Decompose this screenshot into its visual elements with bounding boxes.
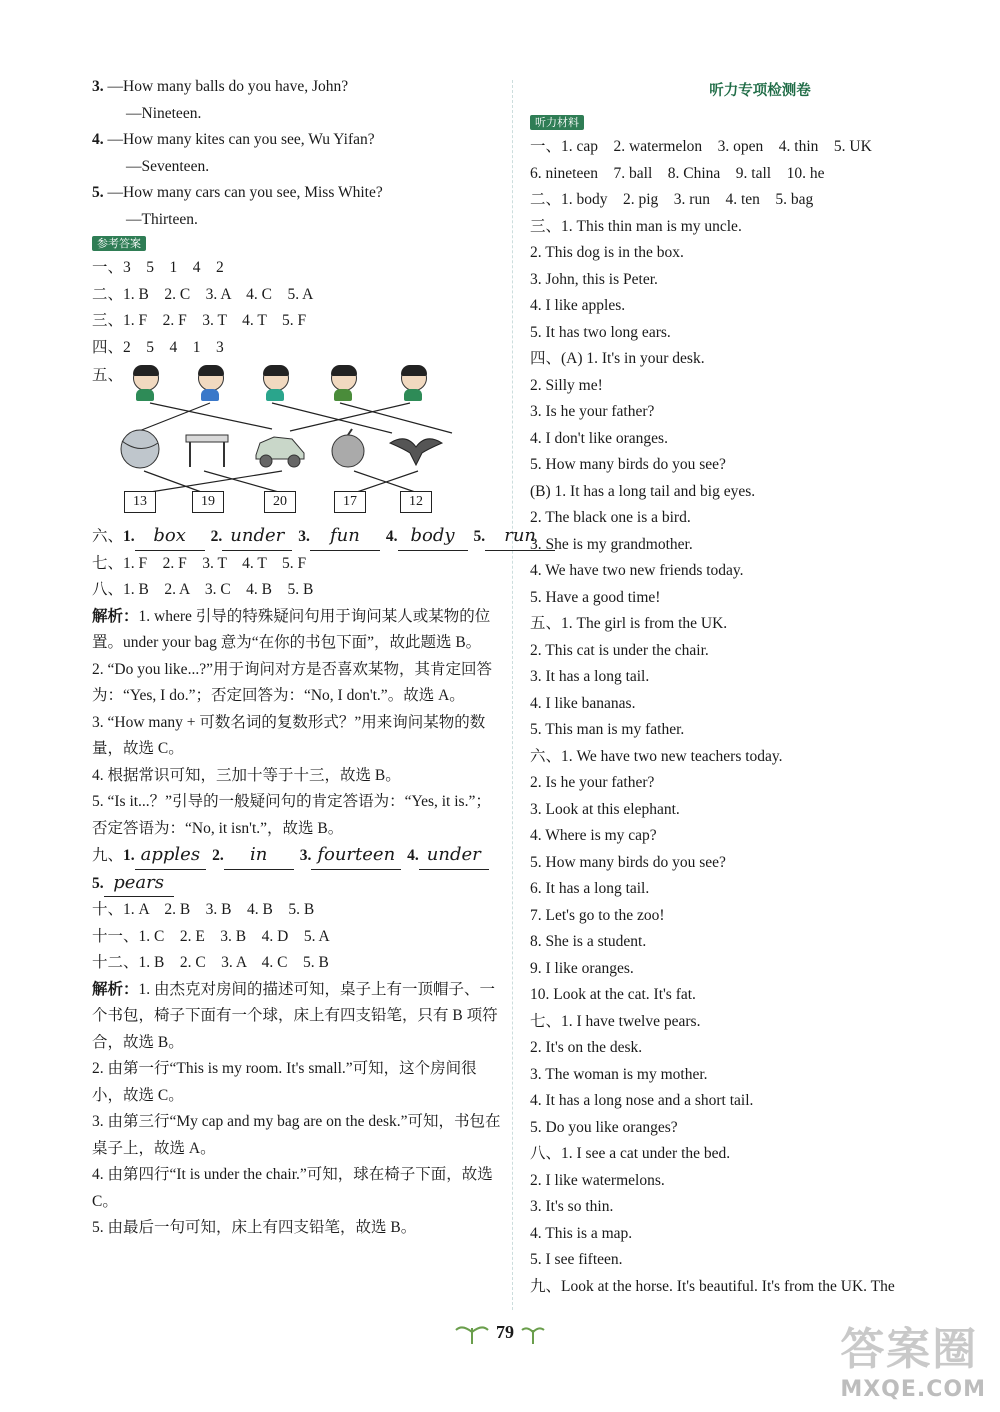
answer-label: 参考答案 bbox=[92, 236, 146, 251]
number-box: 19 bbox=[192, 491, 224, 513]
script-line: 6. It has a long tail. bbox=[530, 880, 650, 897]
script-line: 2. I like watermelons. bbox=[530, 1171, 665, 1189]
handwritten-answers bbox=[123, 844, 495, 865]
answer-section-5-label: 五、 bbox=[92, 367, 124, 384]
answer-section-7: 七、1. F 2. F 3. T 4. T 5. F bbox=[92, 554, 307, 572]
leaf-left-icon bbox=[452, 1322, 492, 1346]
item-number: 4. bbox=[385, 528, 398, 545]
script-line: 5. It has two long ears. bbox=[530, 323, 671, 341]
script-line: 2. The black one is a bird. bbox=[530, 509, 691, 526]
watermark bbox=[840, 1313, 986, 1402]
dialogue-text: —Thirteen. bbox=[126, 210, 198, 228]
dialogue-line bbox=[92, 207, 502, 234]
explanation-text: 3. 由第三行“My cap and my bag are on the desk.”可知，书包在桌子上，故选 A。 bbox=[92, 1113, 501, 1157]
item-number: 4. bbox=[92, 131, 104, 148]
item-number: 1. bbox=[123, 847, 135, 864]
explanation-item bbox=[92, 977, 502, 1057]
script-line: 2. Is he your father? bbox=[530, 774, 655, 791]
explanation-item bbox=[92, 657, 502, 710]
answer-section-4: 四、2 5 4 1 3 bbox=[92, 338, 224, 356]
child-4-icon bbox=[328, 365, 358, 401]
answer-section-1: 一、3 5 1 4 2 bbox=[92, 259, 224, 276]
answer-section-2: 二、1. B 2. C 3. A 4. C 5. A bbox=[92, 285, 314, 303]
answer-section-6: 六、1. box 2. under 3. fun 4. body 5. run bbox=[92, 523, 502, 551]
section-title: 听力专项检测卷 bbox=[709, 83, 811, 99]
script-line: 4. We have two new friends today. bbox=[530, 562, 744, 579]
script-line: 九、Look at the horse. It's beautiful. It's from the UK. The bbox=[530, 1277, 895, 1295]
script-line: 4. It has a long nose and a short tail. bbox=[530, 1092, 754, 1109]
script-line: 3. The woman is my mother. bbox=[530, 1065, 708, 1083]
handwritten-word: body bbox=[398, 523, 468, 551]
explanation-text: 4. 根据常识可知，三加十等于十三，故选 B。 bbox=[92, 766, 401, 784]
item-number: 3. bbox=[299, 847, 312, 864]
dialogue-line bbox=[92, 180, 502, 207]
listening-material-label: 听力材料 bbox=[530, 115, 584, 130]
dialogue-text: —How many kites can you see, Wu Yifan? bbox=[103, 131, 375, 148]
script-line: 4. I don't like oranges. bbox=[530, 429, 668, 447]
explanation-item bbox=[92, 710, 502, 763]
item-number: 2. bbox=[212, 847, 224, 864]
child-2-icon bbox=[195, 365, 225, 401]
page-number: 79 bbox=[496, 1322, 514, 1342]
script-line: 三、1. This thin man is my uncle. bbox=[530, 217, 742, 235]
dialogue-lines bbox=[92, 74, 502, 233]
script-line: 3. Look at this elephant. bbox=[530, 800, 680, 818]
script-line: 2. This cat is under the chair. bbox=[530, 641, 709, 659]
script-line: 二、1. body 2. pig 3. run 4. ten 5. bag bbox=[530, 191, 814, 208]
explanation-head: 解析： bbox=[92, 980, 139, 998]
script-line: 3. It's so thin. bbox=[530, 1198, 614, 1215]
explanation-item bbox=[92, 1056, 502, 1109]
item-number: 3. bbox=[92, 78, 104, 95]
desk-icon bbox=[182, 427, 232, 471]
script-line: 4. I like bananas. bbox=[530, 694, 636, 712]
column-divider bbox=[512, 80, 513, 1310]
item-number: 2. bbox=[210, 528, 223, 545]
answer-section-9-cont bbox=[92, 870, 502, 898]
child-1-icon bbox=[130, 365, 160, 401]
number-box: 20 bbox=[264, 491, 296, 513]
handwritten-word: pears bbox=[104, 870, 174, 898]
script-line: 3. It has a long tail. bbox=[530, 668, 650, 685]
leaf-right-icon bbox=[518, 1322, 548, 1346]
explanation-item bbox=[92, 1109, 502, 1162]
answer-section-10: 十、1. A 2. B 3. B 4. B 5. B bbox=[92, 901, 315, 918]
explanation-block-2 bbox=[92, 977, 502, 1242]
dialogue-text: —How many cars can you see, Miss White? bbox=[103, 184, 383, 201]
child-3-icon bbox=[260, 365, 290, 401]
dialogue-line bbox=[92, 127, 502, 154]
explanation-item bbox=[92, 604, 502, 657]
script-line: 5. This man is my father. bbox=[530, 721, 685, 738]
handwritten-answers bbox=[123, 525, 561, 546]
dialogue-line bbox=[92, 101, 502, 128]
dialogue-text: —Nineteen. bbox=[126, 104, 202, 122]
script-line: 2. This dog is in the box. bbox=[530, 244, 684, 261]
explanation-head: 解析： bbox=[92, 607, 139, 625]
script-line: 3. She is my grandmother. bbox=[530, 535, 693, 553]
script-line: 3. John, this is Peter. bbox=[530, 270, 658, 288]
script-line: 7. Let's go to the zoo! bbox=[530, 906, 665, 924]
number-box: 17 bbox=[334, 491, 366, 513]
handwritten-answers bbox=[92, 871, 180, 893]
explanation-item bbox=[92, 1162, 502, 1215]
explanation-item bbox=[92, 1215, 502, 1242]
item-number: 5. bbox=[92, 184, 104, 201]
script-line: 2. It's on the desk. bbox=[530, 1039, 643, 1056]
handwritten-word: under bbox=[419, 842, 489, 870]
handwritten-word: fun bbox=[310, 523, 380, 551]
number-box: 13 bbox=[124, 491, 156, 513]
script-line: 10. Look at the cat. It's fat. bbox=[530, 986, 696, 1003]
script-line: 一、1. cap 2. watermelon 3. open 4. thin 5. UK bbox=[530, 138, 872, 155]
dialogue-text: —Seventeen. bbox=[126, 157, 210, 175]
script-line: 6. nineteen 7. ball 8. China 9. tall 10. he bbox=[530, 164, 825, 182]
dialogue-line bbox=[92, 74, 502, 101]
answer-section-11: 十一、1. C 2. E 3. B 4. D 5. A bbox=[92, 927, 330, 945]
explanation-text: 4. 由第四行“It is under the chair.”可知，球在椅子下面，故选 C。 bbox=[92, 1166, 493, 1210]
dialogue-text: —How many balls do you have, John? bbox=[103, 78, 349, 95]
answer-section-8: 八、1. B 2. A 3. C 4. B 5. B bbox=[92, 581, 314, 598]
answer-section-9: 九、1. apples 2. in 3. fourteen 4. under bbox=[92, 842, 502, 870]
explanation-text: 5. 由最后一句可知，床上有四支铅笔，故选 B。 bbox=[92, 1219, 417, 1236]
handwritten-word: run bbox=[485, 523, 555, 551]
explanation-text: 2. 由第一行“This is my room. It's small.”可知，这个房间很小，故选 C。 bbox=[92, 1060, 477, 1104]
script-line: 四、(A) 1. It's in your desk. bbox=[530, 350, 705, 367]
handwritten-word: fourteen bbox=[311, 842, 401, 870]
ball-icon bbox=[116, 427, 166, 471]
number-box: 12 bbox=[400, 491, 432, 513]
explanation-block-1 bbox=[92, 604, 502, 843]
child-5-icon bbox=[398, 365, 428, 401]
explanation-text: 3. “How many + 可数名词的复数形式？”用来询问某物的数量，故选 C。 bbox=[92, 713, 486, 757]
script-line: 八、1. I see a cat under the bed. bbox=[530, 1145, 731, 1162]
script-line: 5. Do you like oranges? bbox=[530, 1118, 678, 1136]
script-line: 2. Silly me! bbox=[530, 376, 603, 394]
handwritten-word: under bbox=[222, 523, 292, 551]
explanation-item bbox=[92, 763, 502, 790]
script-line: 4. I like apples. bbox=[530, 297, 626, 314]
handwritten-word: in bbox=[224, 842, 294, 870]
script-line: 六、1. We have two new teachers today. bbox=[530, 747, 783, 765]
explanation-item bbox=[92, 789, 502, 842]
explanation-text: 2. “Do you like...?”用于询问对方是否喜欢某物，其肯定回答为：“Yes, I do.”；否定回答为：“No, I don't.”。故选 A。 bbox=[92, 660, 492, 704]
item-number: 3. bbox=[298, 528, 310, 545]
script-line: 9. I like oranges. bbox=[530, 959, 634, 977]
item-number: 4. bbox=[407, 847, 419, 864]
script-line: 5. How many birds do you see? bbox=[530, 456, 726, 473]
answer-section-12: 十二、1. B 2. C 3. A 4. C 5. B bbox=[92, 954, 329, 971]
fruit-icon bbox=[324, 427, 374, 471]
matching-figure bbox=[92, 363, 502, 513]
watermark-site: MXQE.COM bbox=[840, 1377, 986, 1402]
script-line: 8. She is a student. bbox=[530, 933, 647, 950]
script-line: 七、1. I have twelve pears. bbox=[530, 1012, 701, 1030]
right-column bbox=[530, 74, 960, 1300]
bird-icon bbox=[388, 427, 444, 471]
listening-script bbox=[530, 134, 960, 1300]
handwritten-word: apples bbox=[135, 842, 206, 870]
left-column bbox=[92, 74, 537, 1242]
explanation-text: 1. 由杰克对房间的描述可知，桌子上有一顶帽子、一个书包，椅子下面有一个球，床上有四支铅笔，只有 B 项符合，故选 B。 bbox=[92, 980, 498, 1051]
dialogue-line bbox=[92, 154, 502, 181]
item-number: 1. bbox=[123, 528, 135, 545]
handwritten-word: box bbox=[135, 523, 205, 551]
script-line: 五、1. The girl is from the UK. bbox=[530, 615, 728, 632]
item-number: 5. bbox=[473, 528, 486, 545]
script-line: (B) 1. It has a long tail and big eyes. bbox=[530, 482, 756, 500]
script-line: 5. Have a good time! bbox=[530, 588, 661, 606]
explanation-text: 5. “Is it...？”引导的一般疑问句的肯定答语为：“Yes, it is.”；否定答语为：“No, it isn't.”，故选 B。 bbox=[92, 793, 491, 837]
car-icon bbox=[252, 427, 308, 471]
script-line: 4. This is a map. bbox=[530, 1224, 633, 1242]
watermark-logo-text: 答案圈 bbox=[840, 1324, 979, 1375]
script-line: 5. How many birds do you see? bbox=[530, 853, 726, 871]
script-line: 5. I see fifteen. bbox=[530, 1251, 623, 1268]
explanation-text: 1. where 引导的特殊疑问句用于询问某人或某物的位置。under your bag 意为“在你的书包下面”，故此题选 B。 bbox=[92, 607, 491, 651]
answer-section-3: 三、1. F 2. F 3. T 4. T 5. F bbox=[92, 312, 307, 329]
item-number: 5. bbox=[92, 874, 104, 892]
script-line: 4. Where is my cap? bbox=[530, 827, 657, 844]
script-line: 3. Is he your father? bbox=[530, 403, 655, 420]
